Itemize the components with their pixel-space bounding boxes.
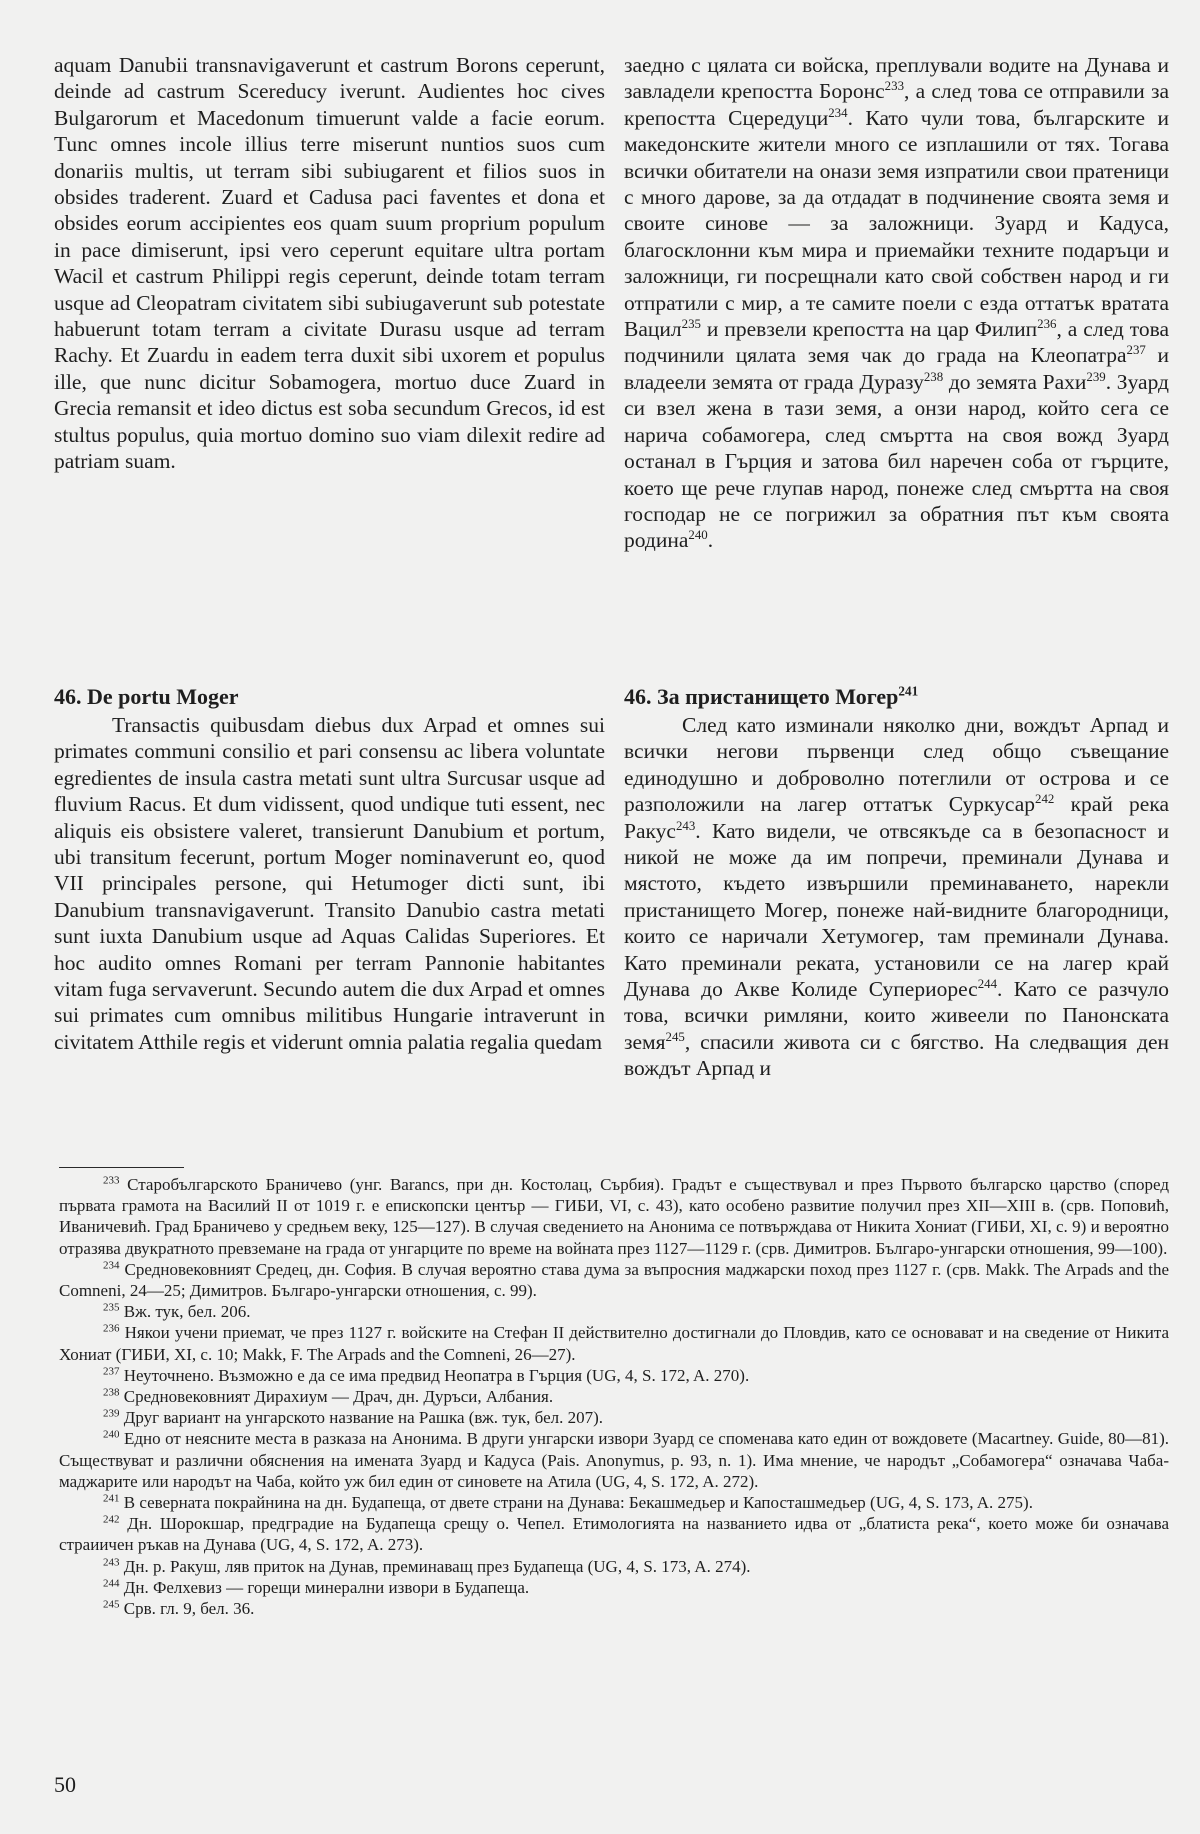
section-heading-bulgarian: 46. За пристанището Могер$^{241}$ — [624, 683, 919, 709]
bulgarian-section-46 — [624, 684, 1169, 1082]
section-heading-latin: 46. De portu Moger — [54, 684, 239, 709]
footnote-ref[interactable]: 235 — [681, 316, 701, 331]
footnote-ref[interactable]: 233 — [884, 79, 905, 94]
footnote-ref[interactable]: 239 — [1086, 369, 1106, 384]
footnote-ref[interactable]: 234 — [828, 105, 848, 120]
footnote: $^{233}$ Старобългарското Браничево (унг. Barancs, при дн. Костолац, Сърбия). Градът е съществувал и през Първото българско царство (според първата грамота на Василий II от 1019 г. е епископски център — ГИБИ, VI, с. 43), като особено развитие получил през XII—XIII в. (срв. Поповић, Иваничевић. Град Браничево у средњем веку, 125—127). В случая сведението на Анонима се потвърждава от Никита Хониат (ГИБИ, XI, с. 9) и вероятно отразява двукратното превземане на града от унгарците по време на войната през 1127—1129 г. (срв. Димитров. Българо-унгарски отношения, 99—100). — [59, 1174, 1170, 1258]
latin-paragraph: aquam Danubii transnavigaverunt et castrum Borons ceperunt, deinde ad castrum Scereducy iverunt. Audientes hoc cives Bulgarorum et Macedonum timuerunt valde a facie eorum. Tunc omnes incole illius terre miserunt nuntios suos cum donariis multis, ut terram sibi subiugarent et filios suos in obsides traderent. Zuard et Cadusa paci faventes et dona et obsides eorum accipientes eos quam suum proprium populum in pace dimiserunt, ipsi vero ceperunt equitare ultra portam Wacil et castrum Philippi regis ceperunt, deinde totam terram usque ad Cleopatram civitatem sibi subiugaverunt sub potestate habuerunt totam terram a civitate Durasu usque ad terram Rachy. Et Zuardu in eadem terra duxit sibi uxorem et populus ille, que nunc dicitur Sobamogera, mortuo duce Zuard in Grecia remansit et ideo dictus est soba secundum Grecos, id est stultus populus, quia mortuo domino suo viam dilexit redire ad patriam suam. — [54, 53, 605, 474]
footnote-ref[interactable]: 242 — [1035, 792, 1055, 807]
footnote-separator — [59, 1167, 184, 1168]
footnote-ref[interactable]: 241 — [898, 683, 919, 699]
bulgarian-column-continued — [624, 52, 1169, 554]
bulgarian-section-paragraph: След като изминали няколко дни, вождът Арпад и всички негови първенци след общо съвещание единодушно и доброволно потеглили от острова и се разположили на лагер оттатък Суркусар$^{242}$ край река Ракус$^{243}$. Като видели, че отвсякъде са в безопасност и никой не може да им попречи, преминали Дунава и мястото, където извършили преминаването, нарекли пристанището Могер, понеже най-видните благородници, които се наричали Хетумогер, там преминали Дунава. Като преминали реката, установили се на лагер край Дунава до Акве Колиде Супериорес$^{244}$. Като се разчуло това, всички римляни, които живеели по Панонската земя$^{245}$, спасили живота си с бягство. На следващия ден вождът Арпад и — [624, 713, 1169, 1081]
latin-column-continued — [54, 52, 605, 475]
bulgarian-paragraph: заедно с цялата си войска, преплували водите на Дунава и завладели крепостта Боронс$^{233}$, а след това се отправили за крепостта Сцередуци$^{234}$. Като чули това, българските и македонските жители много се изплашили от тях. Тогава всички обитатели на онази земя изпратили свои пратеници с много дарове, за да отдадат в подчинение своята земя и своите синове — за заложници. Зуард и Кадуса, благосклонни към мира и приемайки техните подаръци и заложници, ги посрещнали като свой собствен народ и ги отпратили с мир, а те самите поели с езда оттатък вратата Вацил$^{235}$ и превзели крепостта на цар Филип$^{236}$, а след това подчинили цялата земя чак до града на Клеопатра$^{237}$ и владеели земята от града Дуразу$^{238}$ до земята Рахи$^{239}$. Зуард си взел жена в тази земя, а онзи народ, който сега се нарича собамогера, след смъртта на своя вожд Зуард останал в Гърция и затова бил наречен соба от гърците, което ще рече глупав народ, понеже след смъртта на своя господар не се погрижил за обратния път към своята родина$^{240}$. — [624, 53, 1170, 553]
footnote-ref[interactable]: 240 — [688, 528, 708, 543]
footnote: $^{241}$ В северната покрайнина на дн. Будапеща, от двете страни на Дунава: Бекашмедьер и Капосташмедьер (UG, 4, S. 173, A. 275). — [103, 1492, 1033, 1513]
footnote: $^{239}$ Друг вариант на унгарското название на Рашка (вж. тук, бел. 207). — [103, 1407, 604, 1428]
page-number: 50 — [54, 1772, 76, 1797]
footnote: $^{236}$ Някои учени приемат, че през 1127 г. войските на Стефан II действително достигнали до Пловдив, като се основават и на сведение от Никита Хониат (ГИБИ, XI, с. 10; Makk, F. The Arpads and the Comneni, 26—27). — [59, 1322, 1170, 1364]
footnote-ref[interactable]: 237 — [1126, 343, 1146, 358]
footnote: $^{237}$ Неуточнено. Възможно е да се има предвид Неопатра в Гърция (UG, 4, S. 172, A. 270). — [103, 1365, 750, 1385]
footnotes — [59, 1174, 1169, 1619]
latin-section-paragraph: Transactis quibusdam diebus dux Arpad et omnes sui primates communi consilio et pari consensu ac libera voluntate egredientes de insula castra metati sunt ultra Surcusar usque ad fluvium Racus. Et dum vidissent, quod undique tuti essent, nec aliquis eis obsistere valeret, transierunt Danubium et portum, ubi transitum fecerunt, portum Moger nominaverunt eo, quod VII principales persone, qui Hetumoger dicti sunt, ibi Danubium transnavigaverunt. Transito Danubio castra metati sunt iuxta Danubium usque ad Aquas Calidas Superiores. Et hoc audito omnes Romani per terram Pannonie habitantes vitam fuga servaverunt. Secundo autem die dux Arpad et omnes sui primates cum omnibus militibus Hungarie intraverunt in civitatem Atthile regis et viderunt omnia palatia regalia quedam — [54, 713, 605, 1054]
footnote: $^{244}$ Дн. Фелхевиз — горещи минерални извори в Будапеща. — [103, 1577, 530, 1597]
footnote: $^{245}$ Срв. гл. 9, бел. 36. — [103, 1598, 255, 1619]
footnote-ref[interactable]: 245 — [665, 1029, 685, 1044]
footnote: $^{242}$ Дн. Шорокшар, предградие на Будапеща срещу о. Чепел. Етимологията на названието идва от „блатиста река“, което може би означава страиичен ръкав на Дунава (UG, 4, S. 172, A. 273). — [59, 1513, 1169, 1555]
footnote-ref[interactable]: 244 — [977, 976, 998, 991]
footnote: $^{235}$ Вж. тук, бел. 206. — [103, 1301, 251, 1322]
latin-section-46 — [54, 684, 605, 1055]
footnote: $^{240}$ Едно от неясните места в разказа на Анонима. В други унгарски извори Зуард се споменава като един от вождовете (Macartney. Guide, 80—81). Съществуват и различни обяснения на имената Зуард и Кадуса (Pais. Anonymus, p. 93, n. 1). Има мнение, че народът „Собамогера“ означава Чаба-маджарите или народът на Чаба, който уж бил един от синовете на Атила (UG, 4, S. 172, A. 272). — [59, 1428, 1170, 1491]
footnote-ref[interactable]: 243 — [675, 818, 696, 833]
footnote: $^{234}$ Средновековният Средец, дн. София. В случая вероятно става дума за въпросния маджарски поход през 1127 г. (срв. Makk. The Arpads and the Comneni, 24—25; Димитров. Българо-унгарски отношения, с. 99). — [59, 1259, 1170, 1301]
footnote: $^{243}$ Дн. р. Ракуш, ляв приток на Дунав, преминаващ през Будапеща (UG, 4, S. 173, A. 274). — [103, 1556, 751, 1576]
footnote-ref[interactable]: 238 — [923, 369, 944, 384]
footnote-ref[interactable]: 236 — [1037, 316, 1057, 331]
footnote: $^{238}$ Средновековният Дирахиум — Драч, дн. Дуръси, Албания. — [103, 1386, 554, 1407]
